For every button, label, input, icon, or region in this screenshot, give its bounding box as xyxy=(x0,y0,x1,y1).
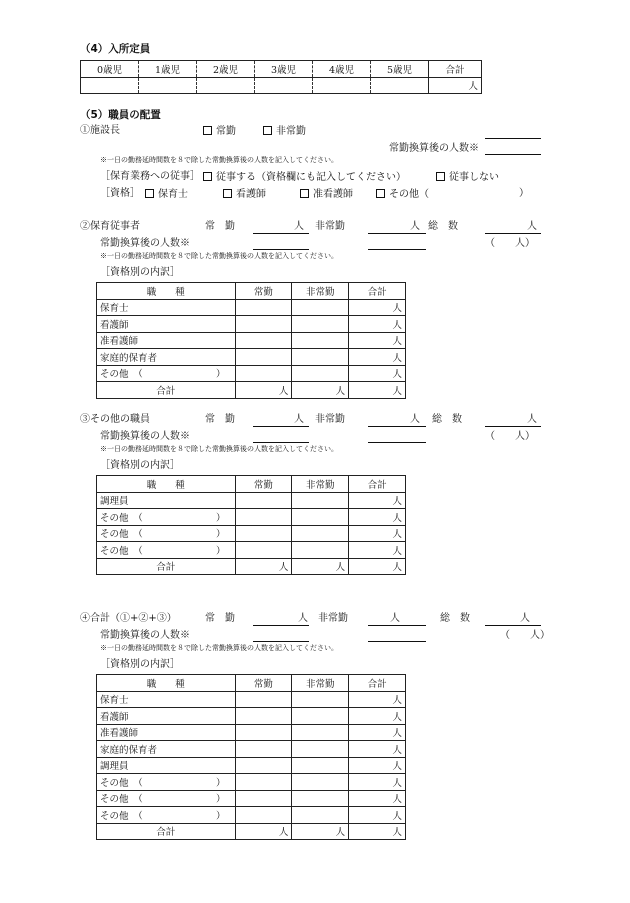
header-age-5: 5歳児 xyxy=(371,61,429,78)
conv-total-field[interactable]: （ 人） xyxy=(485,431,535,442)
cell-age-3[interactable] xyxy=(255,77,313,94)
cell-age-0[interactable] xyxy=(81,77,139,94)
director-line xyxy=(485,138,541,139)
table-row: 職 種 常勤 非常勤 合計 xyxy=(97,675,406,692)
nursery-staff-table xyxy=(96,282,406,399)
checkbox-icon[interactable] xyxy=(263,126,272,135)
checkbox-icon[interactable] xyxy=(376,189,385,198)
breakdown-label: ［資格別の内訳］ xyxy=(100,267,180,278)
director-conv-field[interactable] xyxy=(485,154,541,155)
unit-label: 人 xyxy=(294,221,304,232)
section-5-title: （5）職員の配置 xyxy=(80,109,161,121)
header-age-3: 3歳児 xyxy=(255,61,313,78)
conv-parttime-field[interactable] xyxy=(368,442,426,443)
table-row xyxy=(81,61,482,78)
table-row: 保育士 人 xyxy=(97,691,406,708)
director-note: ※一日の勤務延時間数を８で除した常勤換算後の人数を記入してください。 xyxy=(100,156,338,164)
total-field[interactable] xyxy=(485,233,541,234)
table-row: その他 （ ） 人 xyxy=(97,774,406,791)
conv-label: 常勤換算後の人数※ xyxy=(100,238,190,249)
fulltime-field[interactable] xyxy=(253,625,309,626)
section-4-title: （4）入所定員 xyxy=(80,43,151,55)
cell-total[interactable]: 人 xyxy=(429,77,482,94)
parttime-field[interactable] xyxy=(368,233,426,234)
fulltime-field[interactable] xyxy=(253,233,309,234)
fulltime-label: 常 勤 xyxy=(205,221,235,232)
other-staff-table xyxy=(96,475,406,575)
grand-total-table xyxy=(96,674,406,840)
table-row: 調理員 人 xyxy=(97,492,406,509)
cell-age-1[interactable] xyxy=(139,77,197,94)
cell-age-5[interactable] xyxy=(371,77,429,94)
table-row: 合計 人 人 人 xyxy=(97,382,406,399)
conv-total-field[interactable]: （ 人） xyxy=(485,238,535,249)
table-row: 合計 人 人 人 xyxy=(97,558,406,575)
parttime-field[interactable] xyxy=(368,625,426,626)
parttime-field[interactable] xyxy=(368,426,426,427)
table-row: その他 （ ） 人 xyxy=(97,509,406,526)
header-age-4: 4歳児 xyxy=(313,61,371,78)
unit-label: 人 xyxy=(410,221,420,232)
checkbox-icon[interactable] xyxy=(436,172,445,181)
table-row: 合計 人 人 人 xyxy=(97,823,406,840)
qual-other-option[interactable]: その他（ xyxy=(376,189,429,200)
table-row: 准看護師 人 xyxy=(97,332,406,349)
header-total: 合計 xyxy=(429,61,482,78)
unit-label: 人 xyxy=(527,221,537,232)
duty-no-option[interactable]: 従事しない xyxy=(436,172,499,183)
table-row: 保育士 人 xyxy=(97,299,406,316)
conv-fulltime-field[interactable] xyxy=(253,641,309,642)
checkbox-icon[interactable] xyxy=(145,189,154,198)
duty-yes-option[interactable]: 従事する（資格欄にも記入してください） xyxy=(203,172,406,183)
fulltime-field[interactable] xyxy=(253,426,309,427)
table-row: その他 （ ） 人 xyxy=(97,790,406,807)
header-age-1: 1歳児 xyxy=(139,61,197,78)
checkbox-icon[interactable] xyxy=(300,189,309,198)
grand-total-label: ④合計（①+②+③） xyxy=(80,613,177,624)
checkbox-icon[interactable] xyxy=(203,172,212,181)
table-row: 看護師 人 xyxy=(97,316,406,333)
checkbox-icon[interactable] xyxy=(203,126,212,135)
nursery-staff-label: ②保育従事者 xyxy=(80,221,140,232)
table-row: 調理員 人 xyxy=(97,757,406,774)
total-label: 総 数 xyxy=(428,221,458,232)
director-label: ①施設長 xyxy=(80,125,120,136)
table-row: その他 （ ） 人 xyxy=(97,542,406,559)
conv-parttime-field[interactable] xyxy=(368,641,426,642)
table-row: 准看護師 人 xyxy=(97,724,406,741)
table-row: 職 種 常勤 非常勤 合計 xyxy=(97,283,406,300)
parttime-label: 非常勤 xyxy=(315,221,345,232)
qual-label: ［資格］ xyxy=(100,188,140,199)
director-conv-label: 常勤換算後の人数※ xyxy=(389,143,479,154)
director-parttime-option[interactable]: 非常勤 xyxy=(263,126,306,137)
checkbox-icon[interactable] xyxy=(223,189,232,198)
header-age-0: 0歳児 xyxy=(81,61,139,78)
duty-label: ［保育業務への従事］ xyxy=(100,171,200,182)
cell-age-2[interactable] xyxy=(197,77,255,94)
table-row: 家庭的保育者 人 xyxy=(97,741,406,758)
qual-close: ） xyxy=(519,188,529,199)
qual-assoc-nurse-option[interactable]: 准看護師 xyxy=(300,189,353,200)
table-row: 家庭的保育者 人 xyxy=(97,349,406,366)
cell-age-4[interactable] xyxy=(313,77,371,94)
capacity-table xyxy=(80,60,482,94)
conv-total-field[interactable]: （ 人） xyxy=(500,630,550,641)
director-fulltime-option[interactable]: 常勤 xyxy=(203,126,236,137)
table-row: その他 （ ） 人 xyxy=(97,365,406,382)
table-row: 看護師 人 xyxy=(97,708,406,725)
header-age-2: 2歳児 xyxy=(197,61,255,78)
conv-fulltime-field[interactable] xyxy=(253,249,309,250)
conv-note: ※一日の勤務延時間数を８で除した常勤換算後の人数を記入してください。 xyxy=(100,252,338,260)
conv-fulltime-field[interactable] xyxy=(253,442,309,443)
total-field[interactable] xyxy=(485,625,541,626)
table-row xyxy=(81,77,482,94)
table-row: 職 種 常勤 非常勤 合計 xyxy=(97,476,406,493)
qual-nursery-option[interactable]: 保育士 xyxy=(145,189,188,200)
other-staff-label: ③その他の職員 xyxy=(80,414,150,425)
qual-nurse-option[interactable]: 看護師 xyxy=(223,189,266,200)
conv-parttime-field[interactable] xyxy=(368,249,426,250)
table-row: その他 （ ） 人 xyxy=(97,525,406,542)
table-row: その他 （ ） 人 xyxy=(97,807,406,824)
total-field[interactable] xyxy=(485,426,541,427)
